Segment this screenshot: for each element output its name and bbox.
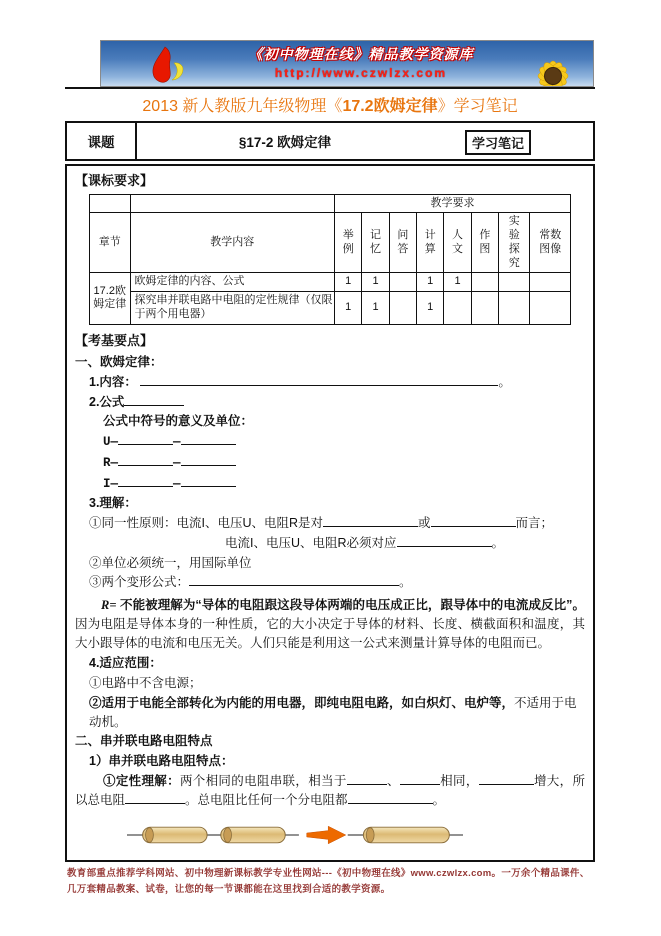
resistor-series-diagram xyxy=(127,817,585,859)
r-formula: R= xyxy=(101,598,117,612)
fill-blank xyxy=(189,573,399,586)
req-col-header xyxy=(335,213,362,273)
req-col-header xyxy=(499,213,530,273)
section-ohm-title: 一、欧姆定律： xyxy=(75,355,163,369)
table-row xyxy=(90,213,571,273)
symbol-u-line xyxy=(103,432,585,452)
value-cell: 1 xyxy=(362,292,389,325)
note-bold-text: 不能被理解为“导体的电阻跟这段导体两端的电压成正比，跟导体中的电流成反比”。 xyxy=(120,598,585,612)
topic-label: 课题 xyxy=(66,122,136,160)
unit-rule-line: ②单位必须统一，用国际单位 xyxy=(89,555,252,570)
value-cell xyxy=(471,292,498,325)
section-series-title: 二、串并联电路电阻特点 xyxy=(75,734,213,749)
value-cell: 1 xyxy=(444,273,471,292)
banner-site-title: 《初中物理在线》精品教学资源库 xyxy=(248,46,474,62)
value-cell xyxy=(389,273,416,292)
scope-item2 xyxy=(89,694,585,732)
req-col-header xyxy=(444,213,471,273)
fill-blank xyxy=(400,772,440,785)
symbol-i-line xyxy=(103,474,585,494)
dash: — xyxy=(173,476,181,491)
fill-blank xyxy=(140,373,498,386)
text: 。 xyxy=(432,792,446,807)
symbol-r: R— xyxy=(103,455,119,470)
text: 电流I、电压U、电阻R必须对应 xyxy=(225,535,397,550)
text: ①同一性原则：电流I、电压U、电阻R是对 xyxy=(89,516,324,530)
fill-blank xyxy=(118,474,173,487)
col-label: 实验探究 xyxy=(508,215,520,269)
symbol-i: I— xyxy=(103,476,119,491)
content-cell: 探究串并联电路中电阻的定性规律（仅限于两个用电器） xyxy=(130,292,335,325)
fill-blank xyxy=(348,791,433,804)
value-cell xyxy=(499,292,530,325)
resistance-note xyxy=(75,596,585,652)
text: 相同， xyxy=(439,773,479,788)
col-label: 常数图像 xyxy=(539,229,562,255)
value-cell xyxy=(389,292,416,325)
study-notes-badge: 学习笔记 xyxy=(465,130,531,155)
table-row xyxy=(90,292,571,325)
document-title xyxy=(65,87,595,121)
doc-title-part3: 》学习笔记 xyxy=(437,98,518,115)
fill-blank xyxy=(181,474,236,487)
fill-blank xyxy=(431,514,516,527)
period: 。 xyxy=(399,575,412,590)
fill-blank xyxy=(347,772,387,785)
qualitative-paragraph xyxy=(75,772,585,810)
value-cell xyxy=(471,273,498,292)
content-box xyxy=(65,164,595,862)
fill-blank xyxy=(124,393,184,406)
site-banner xyxy=(100,40,594,87)
standards-heading: 【课标要求】 xyxy=(75,173,154,188)
fill-blank xyxy=(323,514,418,527)
doc-title-part2: 17.2欧姆定律 xyxy=(342,98,438,115)
dash: — xyxy=(173,435,181,449)
topic-row xyxy=(66,122,594,160)
resistor-icon xyxy=(221,827,285,843)
content-col-header: 教学内容 xyxy=(130,213,335,273)
same-principle-line1 xyxy=(89,514,585,533)
resistor-icon xyxy=(363,827,449,843)
text: 增大，所以总电阻 xyxy=(75,773,585,807)
col-label: 问答 xyxy=(397,229,409,255)
req-col-header xyxy=(417,213,444,273)
document-content xyxy=(65,40,595,897)
note-rest-text: 因为电阻是导体本身的一种性质，它的大小决定于导体的材料、长度、横截面积和温度，其大小跟导体的电流和电压无关。人们只能是利用这一公式来测量计算导体的电阻而已。 xyxy=(75,616,585,650)
banner-site-url[interactable]: http://www.czwlzx.com xyxy=(274,66,448,80)
text: 而言； xyxy=(515,516,554,530)
value-cell xyxy=(499,273,530,292)
fill-blank xyxy=(181,453,236,466)
symbol-r-line xyxy=(103,453,585,473)
col-label: 举例 xyxy=(342,229,354,255)
topic-title-cell xyxy=(136,122,594,160)
dash: — xyxy=(173,455,181,470)
fill-blank xyxy=(125,791,185,804)
ohm-content-line xyxy=(89,373,585,392)
col-label: 作图 xyxy=(479,229,491,255)
variant-formula-line xyxy=(89,573,585,592)
arrow-icon xyxy=(307,826,346,844)
keypoints-heading: 【考基要点】 xyxy=(75,332,154,348)
symbols-title: 公式中符号的意义及单位： xyxy=(103,414,254,429)
period: 。 xyxy=(491,535,505,550)
topic-title: §17-2 欧姆定律 xyxy=(238,135,332,150)
chapter-cell: 17.2欧姆定律 xyxy=(90,273,131,324)
value-cell xyxy=(530,273,571,292)
scope-item1: ①电路中不含电源； xyxy=(89,676,202,690)
group-header-cell: 教学要求 xyxy=(335,194,571,213)
def-label: ①定性理解： xyxy=(103,773,180,788)
value-cell xyxy=(530,292,571,325)
col-label: 记忆 xyxy=(370,229,382,255)
scope2-rest: 不适用于电动机。 xyxy=(89,695,577,729)
scope-label: 4.适应范围： xyxy=(89,656,162,671)
sunflower-icon xyxy=(529,40,591,87)
req-col-header xyxy=(389,213,416,273)
content-cell: 欧姆定律的内容、公式 xyxy=(130,273,335,292)
resistor-icon xyxy=(143,827,207,843)
topic-table xyxy=(65,121,595,161)
col-label: 人文 xyxy=(452,229,464,255)
teaching-requirements-table xyxy=(89,194,571,325)
text: 。总电阻比任何一个分电阻都 xyxy=(185,792,348,807)
empty-cell xyxy=(90,194,131,213)
fill-blank xyxy=(181,432,236,445)
ohm-formula-line xyxy=(89,393,585,412)
col-label: 计算 xyxy=(424,229,436,255)
understand-label: 3.理解： xyxy=(89,496,137,511)
footer-promo-text: 教育部重点推荐学科网站、初中物理新课标教学专业性网站---《初中物理在线》www.czwlzx.com。一万余个精品课件、几万套精品教案、试卷，让您的每一节课都能在这里找到合适的教学资源。 xyxy=(67,868,590,895)
scope2-bold: ②适用于电能全部转化为内能的用电器，即纯电阻电路，如白炽灯、电炉等， xyxy=(89,695,515,710)
value-cell: 1 xyxy=(335,273,362,292)
chapter-col-header: 章节 xyxy=(90,213,131,273)
fill-blank xyxy=(479,772,534,785)
fill-blank xyxy=(118,432,173,445)
value-cell: 1 xyxy=(417,292,444,325)
banner-text xyxy=(211,44,511,80)
fill-blank xyxy=(118,453,173,466)
period: 。 xyxy=(498,374,511,389)
text: 两个相同的电阻串联，相当于 xyxy=(179,773,347,788)
value-cell: 1 xyxy=(417,273,444,292)
text: 或 xyxy=(418,516,431,530)
series-subtitle: 1）串并联电路电阻特点： xyxy=(89,754,234,768)
text: ③两个变形公式： xyxy=(89,575,190,590)
req-col-header xyxy=(471,213,498,273)
flame-logo-icon xyxy=(143,45,191,87)
symbol-u: U— xyxy=(103,435,119,449)
fill-blank xyxy=(397,534,492,547)
formula-label: 2.公式 xyxy=(89,394,125,409)
req-col-header xyxy=(530,213,571,273)
text: 、 xyxy=(386,773,400,788)
table-row xyxy=(90,273,571,292)
req-col-header xyxy=(362,213,389,273)
same-principle-line2 xyxy=(225,534,585,553)
resistor-diagram-image xyxy=(127,817,463,853)
table-row xyxy=(90,194,571,213)
value-cell: 1 xyxy=(362,273,389,292)
empty-cell xyxy=(130,194,335,213)
content-label: 1.内容： xyxy=(89,374,137,389)
value-cell xyxy=(444,292,471,325)
doc-title-part1: 2013 新人教版九年级物理《 xyxy=(142,98,343,115)
value-cell: 1 xyxy=(335,292,362,325)
